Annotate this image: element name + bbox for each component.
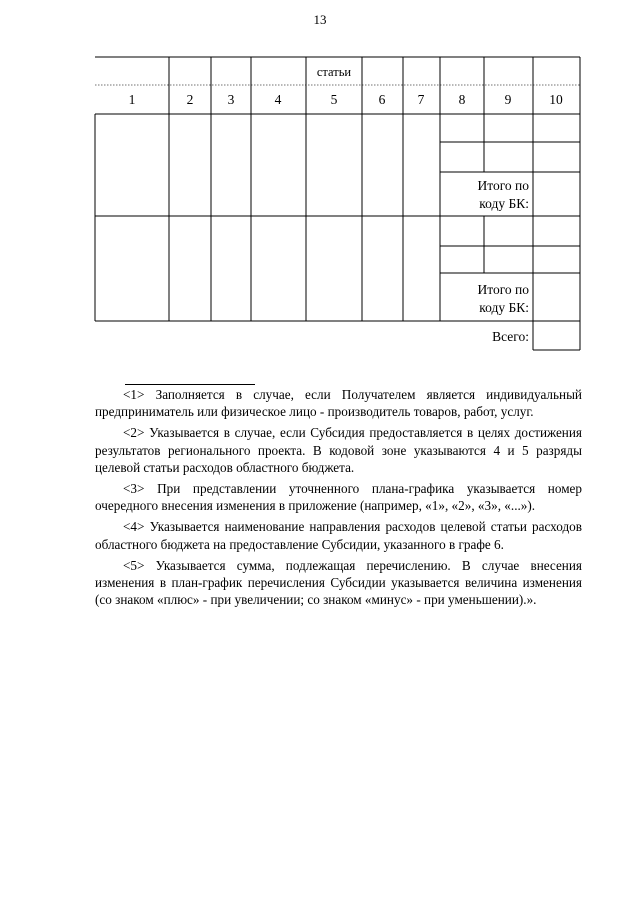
grand-total-label: Всего: [492,329,529,344]
footnote-1: <1> Заполняется в случае, если Получателем является индивидуальный предприниматель или физическое лицо - производитель товаров, работ, услуг. [95,387,582,420]
footnote-4: <4> Указывается наименование направления расходов целевой статьи расходов областного бюджета на предоставление Субсидии, указанного в графе 6. [95,519,582,552]
column-number: 10 [549,92,563,107]
column-number: 9 [504,92,512,107]
footnote-5: <5> Указывается сумма, подлежащая перечислению. В случае внесения изменения в план-график перечисления Субсидии указывается величина изменения (со знаком «плюс» - при увеличении; со знаком «минус» - при уменьшении).». [95,557,582,608]
column-number: 4 [274,92,282,107]
column-number: 8 [458,92,466,107]
column-number: 1 [128,92,136,107]
column-number: 6 [378,92,386,107]
group-total-label: Итого по [477,282,529,297]
group-total-label: Итого по [477,178,529,193]
footnote-2: <2> Указывается в случае, если Субсидия предоставляется в целях достижения результатов регионального проекта. В кодовой зоне указываются 4 и 5 разряды целевой статьи расходов областного бюджета. [95,425,582,475]
footnotes [95,386,582,612]
footnote-3: <3> При представлении уточненного плана-графика указывается номер очередного внесения изменения в приложение (например, «1», «2», «3», «...»). [95,481,582,514]
page-number: 13 [313,12,327,27]
column-number: 5 [330,92,338,107]
group-total-label: коду БК: [479,300,529,315]
header-fragment: статьи [316,65,352,79]
column-number: 3 [227,92,235,107]
group-total-label: коду БК: [479,196,529,211]
footnote-separator [125,384,255,385]
payment-schedule-table [0,0,640,360]
column-number: 2 [186,92,194,107]
column-number: 7 [417,92,425,107]
